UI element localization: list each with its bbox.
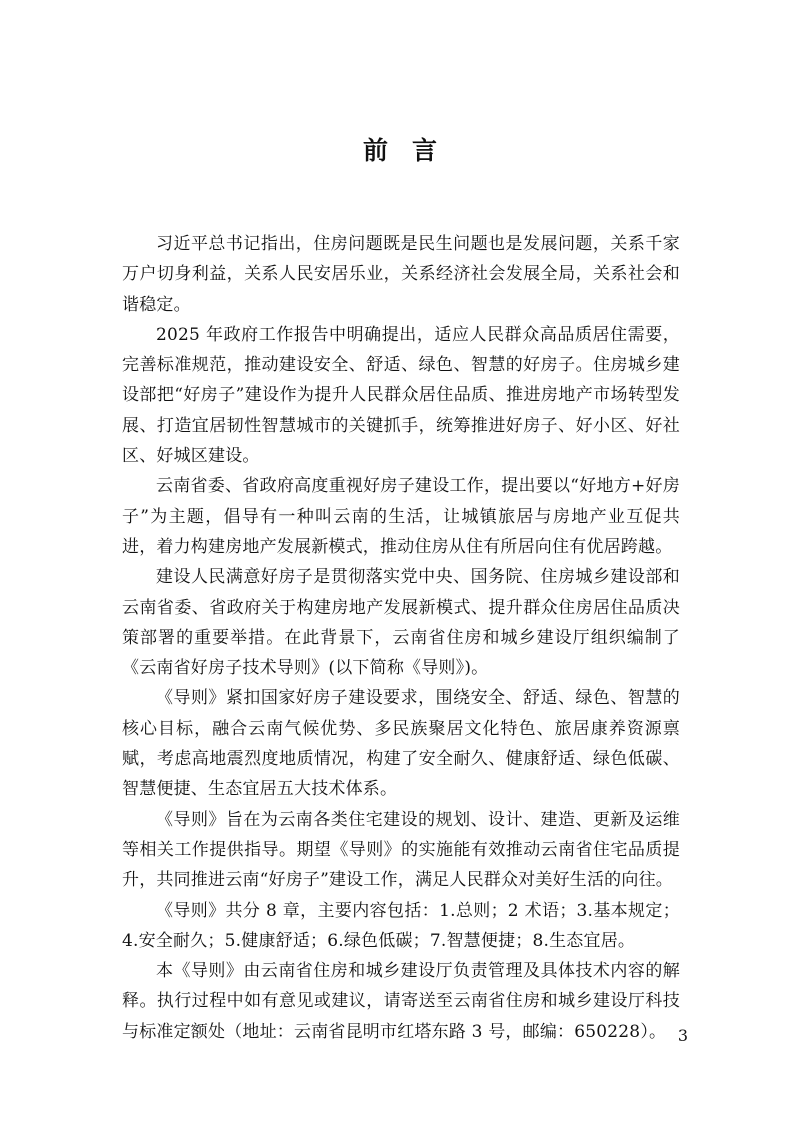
paragraph: 《导则》紧扣国家好房子建设要求，围绕安全、舒适、绿色、智慧的核心目标，融合云南气候优势、多民族聚居文化特色、旅居康养资源禀赋，考虑高地震烈度地质情况，构建了安全耐久、健康舒适、绿色低碳、智慧便捷、生态宜居五大技术体系。 bbox=[122, 688, 680, 800]
paragraph: 习近平总书记指出，住房问题既是民生问题也是发展问题，关系千家万户切身利益，关系人民安居乐业，关系经济社会发展全局，关系社会和谐稳定。 bbox=[122, 234, 680, 315]
paragraph: 建设人民满意好房子是贯彻落实党中央、国务院、住房城乡建设部和云南省委、省政府关于构建房地产发展新模式、提升群众住房居住品质决策部署的重要举措。在此背景下，云南省住房和城乡建设厅组织编制了《云南省好房子技术导则》(以下简称《导则》)。 bbox=[122, 567, 680, 679]
paragraph: 《导则》共分 8 章，主要内容包括：1.总则；2 术语；3.基本规定；4.安全耐久；5.健康舒适；6.绿色低碳；7.智慧便捷；8.生态宜居。 bbox=[122, 900, 680, 951]
page-number: 3 bbox=[677, 1026, 688, 1045]
body-text bbox=[122, 229, 680, 1047]
paragraph: 本《导则》由云南省住房和城乡建设厅负责管理及具体技术内容的解释。执行过程中如有意见或建议，请寄送至云南省住房和城乡建设厅科技与标准定额处（地址：云南省昆明市红塔东路 3 号，邮编：650228）。 bbox=[122, 961, 680, 1042]
paragraph: 《导则》旨在为云南各类住宅建设的规划、设计、建造、更新及运维等相关工作提供指导。期望《导则》的实施能有效推动云南省住宅品质提升，共同推进云南“好房子”建设工作，满足人民群众对美好生活的向往。 bbox=[122, 809, 680, 891]
paragraph: 2025 年政府工作报告中明确提出，适应人民群众高品质居住需要，完善标准规范，推动建设安全、舒适、绿色、智慧的好房子。住房城乡建设部把“好房子”建设作为提升人民群众居住品质、推进房地产市场转型发展、打造宜居韧性智慧城市的关键抓手，统筹推进好房子、好小区、好社区、好城区建设。 bbox=[122, 324, 680, 467]
page-title: 前言 bbox=[362, 135, 461, 165]
paragraph: 云南省委、省政府高度重视好房子建设工作，提出要以“好地方+好房子”为主题，倡导有一种叫云南的生活，让城镇旅居与房地产业互促共进，着力构建房地产发展新模式，推动住房从住有所居向住有优居跨越。 bbox=[122, 476, 680, 557]
